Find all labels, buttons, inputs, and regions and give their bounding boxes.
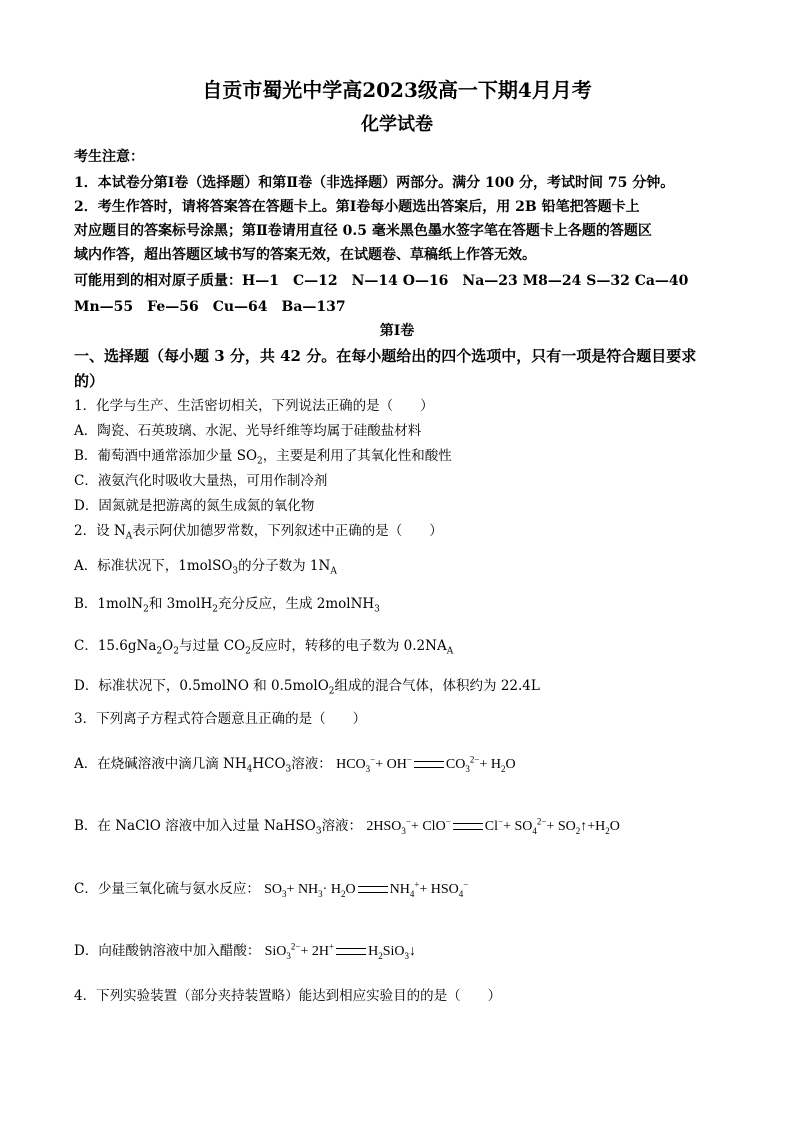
- notice-item-2-line-2: 对应题目的答案标号涂黑；第Ⅱ卷请用直径 0.5 毫米黑色墨水签字笔在答题卡上各题的答题区: [74, 223, 652, 239]
- q2-option-b: B．1molN$_2$和 3molH$_2$充分反应，生成 2molNH$_3$: [74, 596, 380, 615]
- q3-c-equation: $SO_3+ NH_3\cdot H_2O$ $NH_4^++ HSO_4^-$: [264, 879, 469, 899]
- atomic-masses-line-2: Mn—55 Fe—56 Cu—64 Ba—137: [74, 299, 346, 315]
- section-instructions-line-1: 一、选择题（每小题 3 分，共 42 分。在每小题给出的四个选项中，只有一项是符合题目要求: [74, 347, 697, 365]
- atomic-masses-line-1: 可能用到的相对原子质量：H—1 C—12 N—14 O—16 Na—23 M8—24 S—32 Ca—40: [74, 273, 689, 289]
- q4-stem: 4．下列实验装置（部分夹持装置略）能达到相应实验目的的是（ ）: [74, 988, 502, 1004]
- exam-subtitle: 化学试卷: [361, 114, 433, 135]
- q2-option-c: C．$15.6gNa_2O_2$与过量 $CO_2$反应时，转移的电子数为 $0.2NA_A$: [74, 638, 454, 657]
- q3-option-b: B．在 NaClO 溶液中加入过量 NaHSO$_3$溶液： $2HSO_3^-+ ClO^-$ $Cl^-+ SO_4^{2-}+$ $SO_2↑+H_2O$: [74, 816, 620, 837]
- q1-stem: 1．化学与生产、生活密切相关，下列说法正确的是（ ）: [74, 398, 434, 414]
- q1-option-c: C．液氨汽化时吸收大量热，可用作制冷剂: [74, 473, 328, 489]
- q3-stem: 3．下列离子方程式符合题意且正确的是（ ）: [74, 711, 367, 727]
- equals-sign: [358, 886, 388, 893]
- q2-option-d: D．标准状况下，0.5molNO 和 0.5molO$_2$组成的混合气体，体积约为 22.4L: [74, 678, 540, 697]
- notice-item-1: 1．本试卷分第Ⅰ卷（选择题）和第Ⅱ卷（非选择题）两部分。满分 100 分，考试时间 75 分钟。: [74, 175, 675, 191]
- equals-sign: [453, 823, 483, 830]
- q3-a-equation: $HCO_3^-+ OH^-$ $CO_3^{2-}+ H_2O$: [336, 754, 516, 774]
- q3-d-equation: SiO$_3^{2-}$+ 2H+ $H_2SiO_3↓$: [264, 941, 417, 961]
- q3-option-c: C．少量三氧化硫与氨水反应： $SO_3+ NH_3\cdot H_2O$ $NH_4^++ HSO_4^-$: [74, 879, 469, 899]
- equals-sign: [414, 761, 444, 768]
- notice-heading: 考生注意：: [74, 149, 144, 165]
- q3-option-a: A．在烧碱溶液中滴几滴 $NH_4HCO_3$溶液： $HCO_3^-+ OH^-$ $CO_3^{2-}+ H_2O$: [74, 754, 516, 775]
- exam-title: 自贡市蜀光中学高2023级高一下期4月月考: [202, 78, 592, 102]
- q2-option-a: A．标准状况下，1molSO$_3$的分子数为 $1N_A$: [74, 558, 337, 577]
- q1-option-a: A．陶瓷、石英玻璃、水泥、光导纤维等均属于硅酸盐材料: [74, 423, 422, 439]
- notice-item-2-line-1: 2．考生作答时，请将答案答在答题卡上。第Ⅰ卷每小题选出答案后，用 2B 铅笔把答题卡上: [74, 199, 640, 215]
- q3-b-equation: $2HSO_3^-+ ClO^-$ $Cl^-+ SO_4^{2-}+$ $SO_2↑+H_2O$: [366, 816, 620, 836]
- q1-option-b: B．葡萄酒中通常添加少量 $SO_2$，主要是利用了其氧化性和酸性: [74, 448, 452, 467]
- q2-stem: 2．设 $N_A$表示阿伏加德罗常数，下列叙述中正确的是（ ）: [74, 523, 443, 542]
- notice-item-2-line-3: 域内作答，超出答题区域书写的答案无效，在试题卷、草稿纸上作答无效。: [74, 247, 536, 263]
- section-instructions-line-2: 的）: [74, 372, 105, 390]
- part-1-heading: 第Ⅰ卷: [379, 323, 415, 339]
- equals-sign: [336, 948, 366, 955]
- q1-option-d: D．固氮就是把游离的氮生成氮的氧化物: [74, 498, 315, 514]
- q3-option-d: D．向硅酸钠溶液中加入醋酸： SiO$_3^{2-}$+ 2H+ $H_2SiO_3↓$: [74, 941, 417, 961]
